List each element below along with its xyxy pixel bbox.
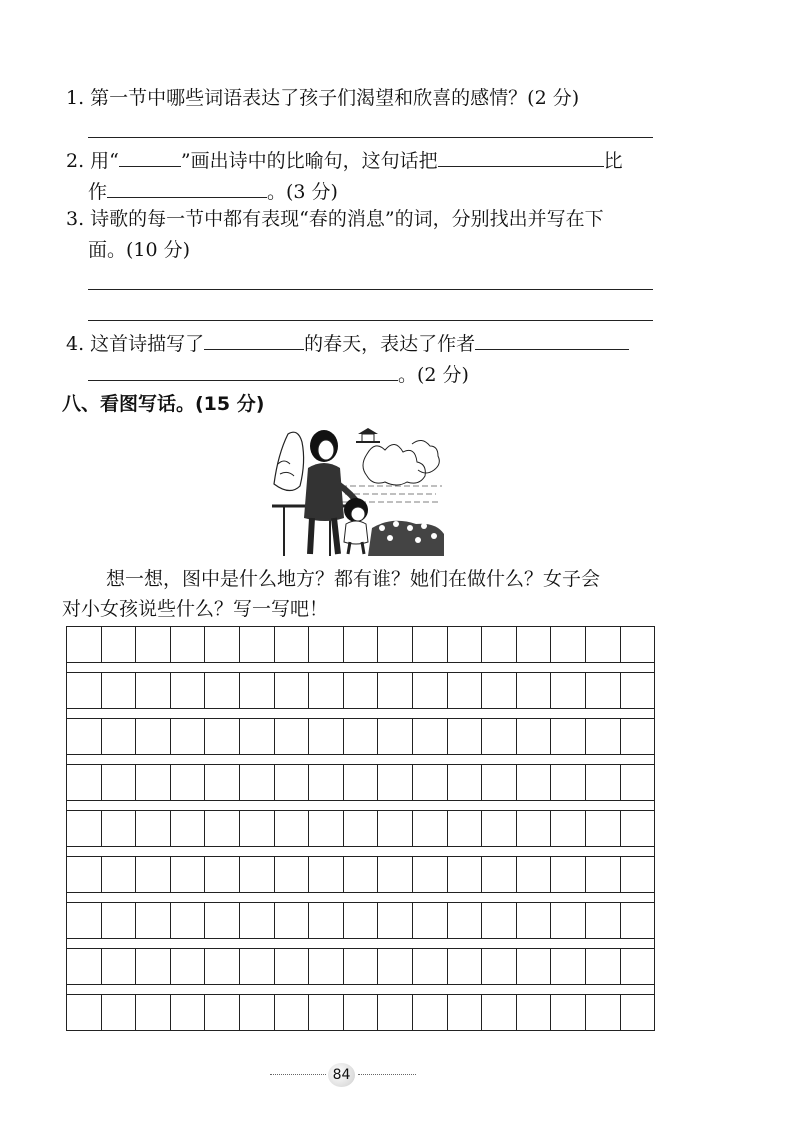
grid-cell[interactable]	[309, 673, 344, 708]
grid-cell[interactable]	[240, 903, 275, 938]
grid-cell[interactable]	[205, 765, 240, 800]
grid-row	[66, 718, 655, 755]
grid-row-separator	[66, 755, 655, 764]
grid-cell[interactable]	[67, 627, 102, 662]
q2-blank-object[interactable]	[107, 177, 267, 198]
grid-cell[interactable]	[67, 765, 102, 800]
grid-cell[interactable]	[344, 949, 379, 984]
grid-cell[interactable]	[171, 811, 206, 846]
grid-cell[interactable]	[136, 995, 171, 1030]
grid-row-separator	[66, 801, 655, 810]
grid-cell[interactable]	[275, 627, 310, 662]
question-2-line2	[88, 177, 338, 205]
grid-cell[interactable]	[171, 627, 206, 662]
grid-cell[interactable]	[205, 719, 240, 754]
grid-cell[interactable]	[240, 857, 275, 892]
grid-cell[interactable]	[448, 627, 483, 662]
grid-cell[interactable]	[551, 719, 586, 754]
grid-cell[interactable]	[171, 765, 206, 800]
grid-cell[interactable]	[344, 811, 379, 846]
grid-cell[interactable]	[517, 719, 552, 754]
grid-cell[interactable]	[136, 857, 171, 892]
grid-cell[interactable]	[309, 811, 344, 846]
grid-cell[interactable]	[275, 949, 310, 984]
grid-cell[interactable]	[205, 903, 240, 938]
grid-cell[interactable]	[136, 903, 171, 938]
grid-cell[interactable]	[482, 857, 517, 892]
grid-cell[interactable]	[517, 857, 552, 892]
grid-cell[interactable]	[102, 673, 137, 708]
grid-cell[interactable]	[240, 765, 275, 800]
grid-cell[interactable]	[309, 995, 344, 1030]
grid-cell[interactable]	[586, 949, 621, 984]
grid-cell[interactable]	[551, 627, 586, 662]
q4-text-c: 。(2 分)	[398, 364, 469, 386]
grid-cell[interactable]	[275, 903, 310, 938]
grid-cell[interactable]	[67, 949, 102, 984]
grid-cell[interactable]	[67, 673, 102, 708]
grid-cell[interactable]	[171, 673, 206, 708]
grid-cell[interactable]	[448, 857, 483, 892]
grid-cell[interactable]	[136, 949, 171, 984]
grid-row	[66, 994, 655, 1031]
grid-cell[interactable]	[517, 995, 552, 1030]
grid-row	[66, 672, 655, 709]
grid-cell[interactable]	[136, 673, 171, 708]
grid-row	[66, 902, 655, 939]
grid-cell[interactable]	[309, 765, 344, 800]
grid-cell[interactable]	[240, 949, 275, 984]
grid-cell[interactable]	[102, 765, 137, 800]
grid-cell[interactable]	[586, 765, 621, 800]
grid-cell[interactable]	[551, 949, 586, 984]
grid-cell[interactable]	[517, 673, 552, 708]
grid-cell[interactable]	[586, 719, 621, 754]
grid-cell[interactable]	[621, 903, 655, 938]
grid-cell[interactable]	[344, 673, 379, 708]
grid-cell[interactable]	[205, 857, 240, 892]
grid-cell[interactable]	[309, 903, 344, 938]
illustration-woman-and-girl	[272, 424, 448, 556]
q2-blank-underline-sample	[119, 146, 181, 167]
grid-cell[interactable]	[621, 765, 655, 800]
grid-cell[interactable]	[171, 995, 206, 1030]
grid-cell[interactable]	[136, 719, 171, 754]
grid-cell[interactable]	[67, 811, 102, 846]
grid-cell[interactable]	[102, 995, 137, 1030]
grid-cell[interactable]	[621, 949, 655, 984]
grid-cell[interactable]	[275, 995, 310, 1030]
grid-cell[interactable]	[517, 949, 552, 984]
grid-cell[interactable]	[67, 719, 102, 754]
grid-cell[interactable]	[621, 995, 655, 1030]
q4-blank-feeling-2[interactable]	[88, 360, 398, 381]
grid-cell[interactable]	[102, 627, 137, 662]
q4-blank-spring[interactable]	[204, 329, 304, 350]
q2-text-a: 2. 用“	[66, 150, 119, 172]
grid-cell[interactable]	[136, 627, 171, 662]
grid-cell[interactable]	[240, 811, 275, 846]
grid-cell[interactable]	[378, 857, 413, 892]
grid-cell[interactable]	[378, 627, 413, 662]
grid-cell[interactable]	[621, 857, 655, 892]
answer-line-q3-1[interactable]	[88, 289, 653, 290]
grid-cell[interactable]	[413, 903, 448, 938]
grid-cell[interactable]	[551, 811, 586, 846]
grid-cell[interactable]	[586, 673, 621, 708]
grid-cell[interactable]	[309, 719, 344, 754]
grid-row	[66, 948, 655, 985]
grid-cell[interactable]	[171, 719, 206, 754]
grid-row-separator	[66, 709, 655, 718]
grid-row-separator	[66, 847, 655, 856]
grid-row	[66, 764, 655, 801]
grid-cell[interactable]	[482, 811, 517, 846]
q4-blank-feeling-1[interactable]	[475, 329, 629, 350]
grid-cell[interactable]	[378, 995, 413, 1030]
grid-cell[interactable]	[413, 765, 448, 800]
grid-row-separator	[66, 985, 655, 994]
question-3-line2: 面。(10 分)	[88, 239, 191, 261]
grid-cell[interactable]	[551, 673, 586, 708]
section-8-title: 八、看图写话。(15 分)	[62, 393, 265, 415]
question-3-line1: 3. 诗歌的每一节中都有表现“春的消息”的词，分别找出并写在下	[66, 208, 604, 230]
grid-cell[interactable]	[413, 857, 448, 892]
answer-line-q1[interactable]	[88, 137, 653, 138]
grid-cell[interactable]	[275, 673, 310, 708]
grid-cell[interactable]	[102, 949, 137, 984]
grid-cell[interactable]	[448, 673, 483, 708]
question-2-line1	[66, 146, 623, 174]
grid-cell[interactable]	[482, 949, 517, 984]
grid-cell[interactable]	[240, 719, 275, 754]
grid-cell[interactable]	[448, 995, 483, 1030]
question-4-line1	[66, 329, 629, 357]
grid-cell[interactable]	[136, 811, 171, 846]
grid-cell[interactable]	[621, 627, 655, 662]
grid-cell[interactable]	[205, 811, 240, 846]
grid-cell[interactable]	[378, 719, 413, 754]
grid-row	[66, 626, 655, 663]
grid-cell[interactable]	[551, 857, 586, 892]
grid-cell[interactable]	[378, 765, 413, 800]
grid-cell[interactable]	[102, 857, 137, 892]
question-4-line2	[88, 360, 469, 388]
grid-cell[interactable]	[102, 811, 137, 846]
grid-cell[interactable]	[621, 811, 655, 846]
answer-line-q3-2[interactable]	[88, 320, 653, 321]
grid-cell[interactable]	[309, 949, 344, 984]
grid-cell[interactable]	[413, 995, 448, 1030]
grid-cell[interactable]	[517, 903, 552, 938]
grid-cell[interactable]	[378, 949, 413, 984]
grid-row-separator	[66, 663, 655, 672]
grid-cell[interactable]	[517, 765, 552, 800]
page-dots-left	[270, 1074, 326, 1075]
grid-cell[interactable]	[344, 903, 379, 938]
grid-cell[interactable]	[482, 903, 517, 938]
q2-text-d: 作	[88, 181, 108, 203]
writing-prompt-line1: 想一想，图中是什么地方？都有谁？她们在做什么？女子会	[106, 568, 601, 590]
grid-cell[interactable]	[621, 673, 655, 708]
grid-cell[interactable]	[171, 949, 206, 984]
grid-cell[interactable]	[413, 673, 448, 708]
grid-cell[interactable]	[517, 627, 552, 662]
grid-cell[interactable]	[482, 995, 517, 1030]
grid-cell[interactable]	[205, 995, 240, 1030]
grid-row	[66, 810, 655, 847]
grid-cell[interactable]	[67, 995, 102, 1030]
q2-blank-subject[interactable]	[438, 146, 604, 167]
grid-cell[interactable]	[205, 627, 240, 662]
question-1: 1. 第一节中哪些词语表达了孩子们渴望和欣喜的感情？(2 分)	[66, 87, 580, 109]
grid-cell[interactable]	[482, 627, 517, 662]
grid-cell[interactable]	[586, 903, 621, 938]
grid-cell[interactable]	[102, 903, 137, 938]
q2-text-b: ”画出诗中的比喻句，这句话把	[180, 150, 438, 172]
grid-cell[interactable]	[448, 765, 483, 800]
grid-cell[interactable]	[275, 719, 310, 754]
q2-text-e: 。(3 分)	[267, 181, 338, 203]
grid-cell[interactable]	[344, 627, 379, 662]
grid-cell[interactable]	[482, 673, 517, 708]
grid-cell[interactable]	[275, 857, 310, 892]
grid-cell[interactable]	[171, 857, 206, 892]
grid-cell[interactable]	[551, 765, 586, 800]
grid-cell[interactable]	[102, 719, 137, 754]
grid-cell[interactable]	[67, 857, 102, 892]
grid-cell[interactable]	[448, 811, 483, 846]
grid-cell[interactable]	[275, 811, 310, 846]
grid-cell[interactable]	[309, 627, 344, 662]
grid-cell[interactable]	[171, 903, 206, 938]
grid-cell[interactable]	[482, 765, 517, 800]
grid-cell[interactable]	[275, 765, 310, 800]
grid-cell[interactable]	[413, 627, 448, 662]
q4-text-a: 4. 这首诗描写了	[66, 333, 205, 355]
grid-cell[interactable]	[448, 949, 483, 984]
grid-row-separator	[66, 893, 655, 902]
grid-cell[interactable]	[448, 903, 483, 938]
grid-cell[interactable]	[378, 673, 413, 708]
grid-cell[interactable]	[586, 995, 621, 1030]
grid-cell[interactable]	[344, 719, 379, 754]
grid-cell[interactable]	[240, 627, 275, 662]
page-dots-right	[358, 1074, 416, 1075]
grid-cell[interactable]	[344, 995, 379, 1030]
grid-cell[interactable]	[309, 857, 344, 892]
grid-cell[interactable]	[482, 719, 517, 754]
grid-cell[interactable]	[240, 995, 275, 1030]
grid-cell[interactable]	[448, 719, 483, 754]
grid-cell[interactable]	[517, 811, 552, 846]
q2-text-c: 比	[603, 150, 623, 172]
grid-cell[interactable]	[240, 673, 275, 708]
grid-cell[interactable]	[344, 765, 379, 800]
grid-cell[interactable]	[413, 811, 448, 846]
writing-prompt-line2: 对小女孩说些什么？写一写吧！	[62, 598, 329, 620]
grid-row-separator	[66, 939, 655, 948]
grid-cell[interactable]	[586, 811, 621, 846]
grid-cell[interactable]	[413, 719, 448, 754]
grid-cell[interactable]	[413, 949, 448, 984]
grid-cell[interactable]	[378, 903, 413, 938]
grid-cell[interactable]	[586, 857, 621, 892]
grid-row	[66, 856, 655, 893]
grid-cell[interactable]	[551, 995, 586, 1030]
grid-cell[interactable]	[378, 811, 413, 846]
grid-cell[interactable]	[344, 857, 379, 892]
grid-cell[interactable]	[586, 627, 621, 662]
grid-cell[interactable]	[205, 673, 240, 708]
grid-cell[interactable]	[621, 719, 655, 754]
grid-cell[interactable]	[551, 903, 586, 938]
q4-text-b: 的春天，表达了作者	[304, 333, 476, 355]
grid-cell[interactable]	[67, 903, 102, 938]
grid-cell[interactable]	[136, 765, 171, 800]
grid-cell[interactable]	[205, 949, 240, 984]
page-number: 84	[328, 1063, 355, 1087]
